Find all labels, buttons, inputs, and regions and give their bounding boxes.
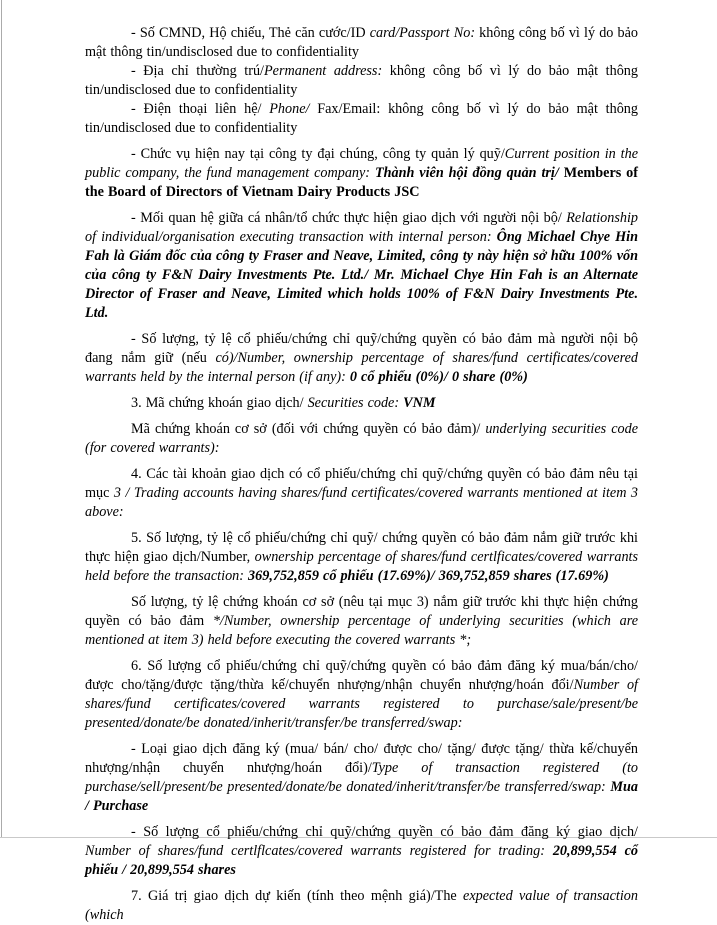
text-run: Current position in the public company, the fund management company: — [85, 146, 638, 181]
text-run: expected value of transaction (which — [85, 888, 638, 923]
paragraph — [85, 420, 638, 458]
text-run: 20,899,554 cổ phiếu / 20,899,554 shares — [85, 843, 638, 878]
text-run: underlying securities code (for covered warrants): — [85, 421, 638, 456]
text-run: Securities code: — [307, 395, 404, 411]
text-run: */Number, ownership percentage of underlying securities (which are mentioned at item 3) held before executing the covered warrants *; — [85, 613, 638, 648]
text-run: - Chức vụ hiện nay tại công ty đại chúng, công ty quản lý quỹ/ — [131, 146, 505, 162]
text-run: 4. Các tài khoản giao dịch có cổ phiếu/chứng chỉ quỹ/chứng quyền có bảo đảm nêu tại mục — [85, 466, 638, 501]
text-run: Number of shares/fund certlflcates/covered warrants registered for trading: — [85, 843, 553, 859]
text-run: - Địa chỉ thường trú/ — [131, 63, 264, 79]
text-run: Mã chứng khoán cơ sở (đối với chứng quyền có bảo đảm)/ — [131, 421, 486, 437]
text-run: Permanent address: — [264, 63, 383, 79]
text-run: Members of the Board of Directors of Vietnam Dairy Products JSC — [85, 165, 638, 200]
text-run: VNM — [403, 395, 436, 411]
paragraph — [85, 823, 638, 880]
text-run: Thành viên hội đồng quản trị/ — [374, 165, 559, 181]
text-run: 6. Số lượng cổ phiếu/chứng chỉ quỹ/chứng quyền có bảo đảm đăng ký mua/bán/cho/được cho/tặng/được tặng/thừa kế/chuyển nhượng/nhận chuyển nhượng/hoán đổi/ — [85, 658, 638, 693]
text-run: Phone/ — [269, 101, 310, 117]
text-run: không công bố vì lý do bảo mật thông tin/undisclosed due to confidentiality — [85, 25, 639, 60]
text-run: - Loại giao dịch đăng ký (mua/ bán/ cho/ được cho/ tặng/ được tặng/ thừa kế/chuyển nhượng/nhận chuyển nhượng/hoán đổi)/ — [85, 741, 638, 776]
paragraph — [85, 529, 638, 586]
paragraph — [85, 145, 638, 202]
paragraph — [85, 100, 638, 138]
text-run: có)/Number, ownership percentage of shares/fund certificates/covered warrants held by the internal person (if any): — [85, 350, 638, 385]
paragraph — [85, 593, 638, 650]
text-run: - Số lượng cổ phiếu/chứng chỉ quỹ/chứng quyền có bảo đảm đăng ký giao dịch/ — [131, 824, 638, 840]
paragraph — [85, 24, 638, 62]
text-run: 3. Mã chứng khoán giao dịch/ — [131, 395, 308, 411]
paragraph — [85, 465, 638, 522]
paragraph-list — [85, 24, 638, 925]
paragraph — [85, 330, 638, 387]
paragraph — [85, 62, 638, 100]
text-run: không công bố vì lý do bảo mật thông tin/undisclosed due to confidentiality — [85, 63, 638, 98]
text-run: - Mối quan hệ giữa cá nhân/tổ chức thực hiện giao dịch với người nội bộ/ — [131, 210, 567, 226]
text-run: - Điện thoại liên hệ/ — [131, 101, 270, 117]
text-run: - Số lượng, tỷ lệ cổ phiếu/chứng chỉ quỹ/chứng quyền có bảo đảm mà người nội bộ đang nắm giữ (nếu — [85, 331, 638, 366]
text-run: Type of transaction registered (to purchase/sell/present/be presented/donate/be donated/inherit/transfer/be transferred/swap: — [85, 760, 638, 795]
text-run: 0 cổ phiếu (0%)/ 0 share (0%) — [349, 369, 528, 385]
text-run: Number of shares/fund certificates/covered warrants registered to purchase/sale/present/be presented/donate/be donated/inherit/transfer/be transferred/swap: — [85, 677, 638, 731]
text-run: 7. Giá trị giao dịch dự kiến (tính theo mệnh giá)/The — [131, 888, 464, 904]
text-run: 3 / Trading accounts having shares/fund certificates/covered warrants mentioned at item 3 above: — [85, 485, 638, 520]
paragraph — [85, 394, 638, 413]
text-run: Mua / Purchase — [85, 779, 638, 814]
text-run: Fax/Email: không công bố vì lý do bảo mật thông tin/undisclosed due to confidentiality — [85, 101, 638, 136]
text-run: 5. Số lượng, tỷ lệ cổ phiếu/chứng chỉ quỹ/ chứng quyền có bảo đảm nắm giữ trước khi thực hiện giao dịch/Number, — [85, 530, 638, 565]
text-run: - Số CMND, Hộ chiếu, Thẻ căn cước/ID — [131, 25, 370, 41]
text-run: Số lượng, tỷ lệ chứng khoán cơ sở (nêu tại mục 3) nắm giữ trước khi thực hiện chứng quyền có bảo đảm — [85, 594, 638, 629]
paragraph — [85, 657, 638, 733]
text-run: card/Passport No: — [369, 25, 476, 41]
paragraph — [85, 740, 638, 816]
paragraph — [85, 209, 638, 323]
text-run: Relationship of individual/organisation executing transaction with internal person: — [85, 210, 638, 245]
text-run: Ông Michael Chye Hin Fah là Giám đốc của công ty Fraser and Neave, Limited, công ty này hiện sở hữu 100% vốn của công ty F&N Dairy Investments Pte. Ltd./ Mr. Michael Chye Hin Fah is an Alternate Director of Fraser and Neave, Limited which holds 100% of F&N Dairy Investments Pte. Ltd. — [85, 229, 638, 321]
text-run: ownership percentage of shares/fund certlficates/covered warrants held before the transaction: — [85, 549, 639, 584]
paragraph — [85, 887, 638, 925]
text-run: 369,752,859 cổ phiếu (17.69%)/ 369,752,859 shares (17.69%) — [248, 568, 609, 584]
